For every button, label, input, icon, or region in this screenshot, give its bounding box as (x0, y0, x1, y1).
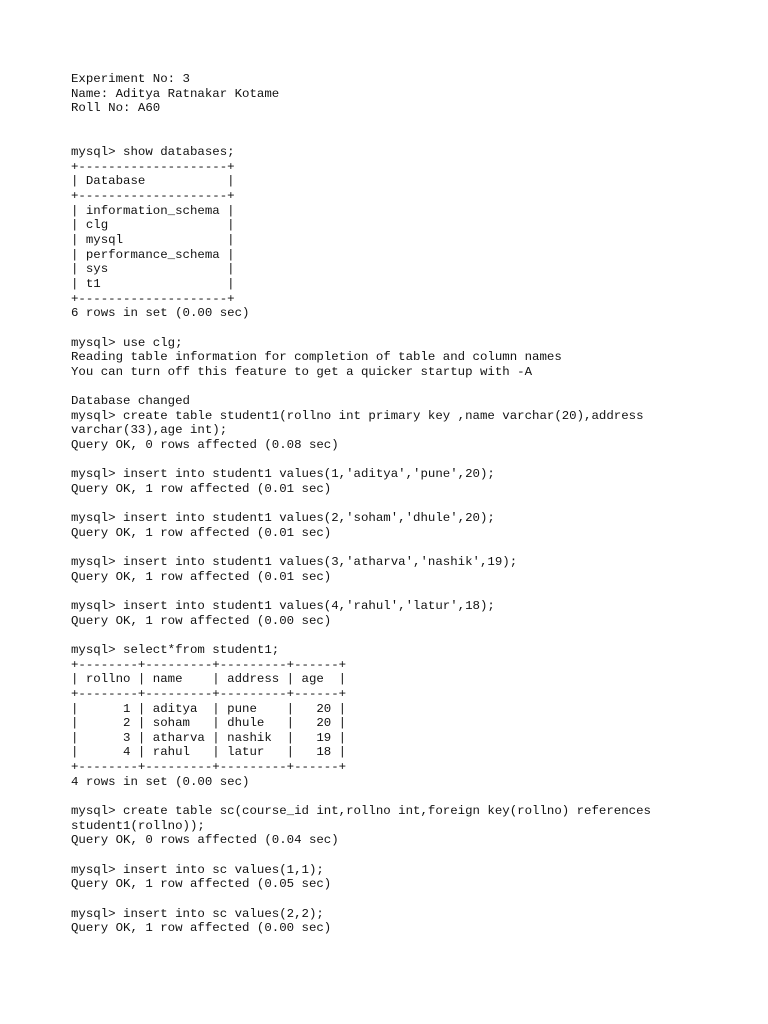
text-line: | information_schema | (71, 203, 235, 218)
text-line: mysql> insert into sc values(2,2); (71, 906, 324, 921)
text-line (71, 379, 751, 394)
text-line: varchar(33),age int); (71, 423, 228, 438)
text-line: mysql> show databases; (71, 145, 235, 160)
text-line: mysql> insert into student1 values(1,'aditya','pune',20); (71, 467, 495, 482)
text-line: Query OK, 0 rows affected (0.08 sec) (71, 438, 339, 453)
text-line: | t1 | (71, 276, 235, 291)
text-line: 4 rows in set (0.00 sec) (71, 774, 250, 789)
text-line: | 1 | aditya | pune | 20 | (71, 701, 347, 716)
text-line: | mysql | (71, 233, 235, 248)
text-line: mysql> insert into student1 values(2,'soham','dhule',20); (71, 511, 495, 526)
document-body (71, 72, 751, 936)
text-line: mysql> use clg; (71, 335, 183, 350)
text-line: Name: Aditya Ratnakar Kotame (71, 86, 280, 101)
text-line: Experiment No: 3 (71, 72, 190, 86)
text-line (71, 453, 751, 468)
text-line (71, 584, 751, 599)
text-line: +--------------------+ (71, 189, 235, 204)
text-line: Query OK, 1 row affected (0.00 sec) (71, 613, 332, 628)
text-line: | clg | (71, 218, 235, 233)
text-line: Database changed (71, 394, 190, 409)
text-line: | 2 | soham | dhule | 20 | (71, 716, 347, 731)
text-line: +--------+---------+---------+------+ (71, 686, 347, 701)
text-line: +--------------------+ (71, 291, 235, 306)
text-line: mysql> insert into sc values(1,1); (71, 862, 324, 877)
text-line: | sys | (71, 262, 235, 277)
text-line (71, 116, 751, 131)
text-line: +--------+---------+---------+------+ (71, 760, 347, 775)
text-line: mysql> create table student1(rollno int primary key ,name varchar(20),address (71, 408, 644, 423)
text-line: Query OK, 1 row affected (0.01 sec) (71, 525, 332, 540)
text-line (71, 628, 751, 643)
text-line: Query OK, 1 row affected (0.01 sec) (71, 569, 332, 584)
text-line: 6 rows in set (0.00 sec) (71, 306, 250, 321)
text-line: Query OK, 1 row affected (0.05 sec) (71, 877, 332, 892)
text-line: | 4 | rahul | latur | 18 | (71, 745, 347, 760)
text-line (71, 497, 751, 512)
text-line: Query OK, 1 row affected (0.00 sec) (71, 921, 332, 936)
text-line: +--------+---------+---------+------+ (71, 657, 347, 672)
text-line: student1(rollno)); (71, 818, 205, 833)
text-line (71, 892, 751, 907)
text-line (71, 848, 751, 863)
text-line: | 3 | atharva | nashik | 19 | (71, 730, 347, 745)
text-line: mysql> select*from student1; (71, 642, 280, 657)
text-line: You can turn off this feature to get a quicker startup with -A (71, 364, 533, 379)
text-line: | Database | (71, 174, 235, 189)
text-line: | performance_schema | (71, 247, 235, 262)
text-line: Query OK, 0 rows affected (0.04 sec) (71, 833, 339, 848)
text-line (71, 541, 751, 556)
text-line: Roll No: A60 (71, 101, 161, 116)
text-line (71, 789, 751, 804)
text-line (71, 321, 751, 336)
text-line: Query OK, 1 row affected (0.01 sec) (71, 481, 332, 496)
text-line: mysql> insert into student1 values(4,'rahul','latur',18); (71, 599, 495, 614)
text-line (71, 131, 751, 146)
text-line: mysql> create table sc(course_id int,rollno int,foreign key(rollno) references (71, 804, 651, 819)
text-line: | rollno | name | address | age | (71, 672, 347, 687)
text-line: Reading table information for completion of table and column names (71, 350, 562, 365)
text-line: mysql> insert into student1 values(3,'atharva','nashik',19); (71, 555, 518, 570)
text-line: +--------------------+ (71, 159, 235, 174)
